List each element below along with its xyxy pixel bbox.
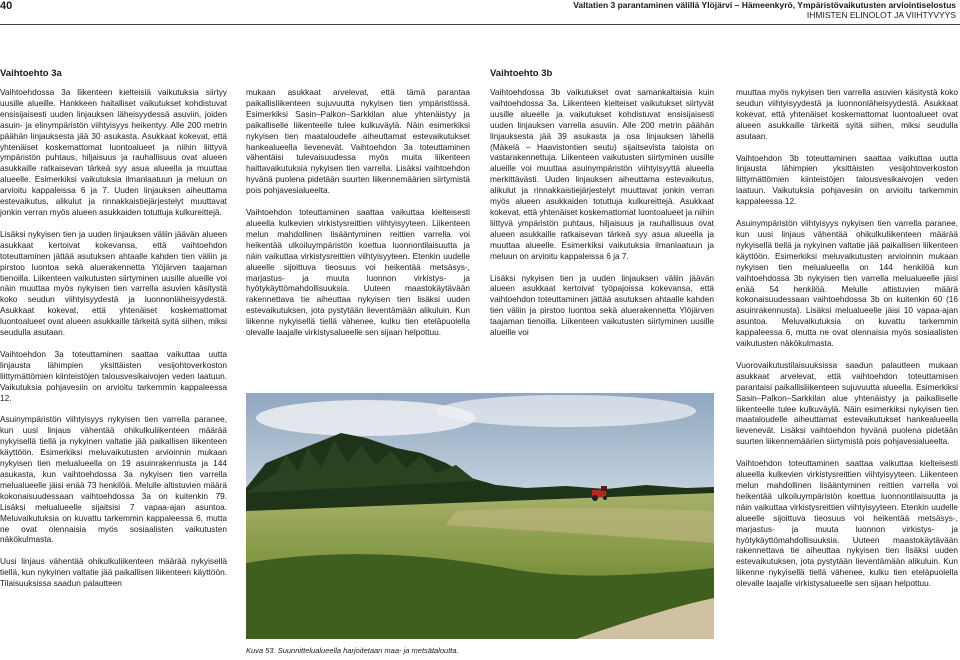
paragraph: Vaihtoehdon toteuttaminen saattaa vaikuttaa kielteisesti alueella kulkevien virkistysreittien viihtyisyyteen. Liikenteen melun mahdollinen lisääntyminen reittien varrella voi heikentää ulkoiluympäristön koettua luonnontilaisuutta ja näin vaikuttaa virkistysreittien viihtyisyyteen. Etenkin uudelle alueelle sijoittuva tieosuus voi heikentää metsäsys-, marjastus- ja muuta luonnon virkistys- ja hyötykäyttömahdollisuuksia. Uuteen maastokäytävään rakennettava tie aiheuttaa nykyisen tien lisäksi uuden estevaikutuksen, jota pystytään lieventämään alikuluin. Kun liikenne nykyisellä tiellä vähenee, kulku tien eteläpuolella olevalle laajalle virkistysalueelle sen sijaan helpottuu. xyxy=(246,207,470,338)
paragraph: Lisäksi nykyisen tien ja uuden linjauksen väliin jäävän alueen asukkaat kertoivat kokevansa, että vaihtoehdon toteuttaminen jättää asutuksen ahtaalle kahden tien väliin ja pirstoo luontoa sekä aluerakennetta Ylöjärven taajaman tienoilla. Liikenteen vaikutusten siirtyminen uusille alueille voi näin muuttaa myös nykyisen tien varrella asuvien käsitystä koko seudun viihtyisyydestä ja luonnonläheisyydestä. Asukkaat kokevat, että yhtenäiset koskemattomat luontoalueet ovat alueen asukkaille tärkeitä syitä siihen, miksi seudulla asutaan. xyxy=(0,228,227,338)
paragraph: Lisäksi nykyisen tien ja uuden linjauksen väliin jäävän alueen asukkaat kertoivat työpajoissa kokevansa, että vaihtoehdon toteuttaminen jättää asutuksen ahtaalle kahden tien väliin ja pirstoo luontoa sekä aluerakennetta Ylöjärven taajaman tienoilla. Liikenteen vaikutusten siirtyminen uusille alueille voi xyxy=(490,272,714,338)
paragraph: Asuinympäristön viihtyisyys nykyisen tien varrella paranee, kun uusi linjaus vähentää ohikulkuliikenteen määrää nykyisellä tiellä ja nykyinen valtatie jää paikallisen liikenteen käyttöön. Esimerkiksi meluvaikutusten arvioinnin mukaan nykyisen tien melualueella on 19 asuinrakennusta ja 144 asukasta, kun vaihtoehdossa 3a nykyisen tien varrella melualueelle jäisi enää 73 henkilöä. Melulle altistuvien määrä kokonaisuudessaan vaihtoehdossa 3a on kuitenkin 79. Lisäksi melualueelle sijaitsisi 7 vapaa-ajan asuntoa. Meluvaikutuksia on kuvattu tarkemmin kappaleessa 6, mutta ne ovat olennaisia myös sosiaalisten vaikutusten näkökulmasta. xyxy=(0,414,227,545)
figure-caption: Kuva 53. Suunnittelualueella harjoitetaan maa- ja metsätaloutta. xyxy=(246,646,459,655)
header-divider xyxy=(0,24,960,25)
text-column-2 xyxy=(246,87,470,349)
text-column-1 xyxy=(0,87,227,600)
text-column-4 xyxy=(736,87,958,600)
paragraph: Uusi linjaus vähentää ohikulkuliikenteen määrää nykyisellä tiellä, kun nykyinen valtatie jää paikallisen liikenteen käyttöön. Tilaisuuksissa saadun palautteen xyxy=(0,556,227,589)
header-chapter-title: IHMISTEN ELINOLOT JA VIIHTYVYYS xyxy=(806,10,956,20)
paragraph: Vaihtoehdon toteuttaminen saattaa vaikuttaa kielteisesti alueella kulkevien virkistysreittien viihtyisyyteen. Liikenteen melun mahdollinen lisääntyminen reittien varrella voi heikentää ulkoiluympäristön koettua luonnontilaisuutta ja näin vaikuttaa virkistysreittien viihtyisyyteen. Etenkin uudelle alueelle sijoittuva tieosuus voi heikentää metsäsys-, marjastus- ja muuta luonnon virkistys- ja hyötykäyttömahdollisuuksia. Uuteen maastokäytävään rakennettava tie aiheuttaa nykyisen tien lisäksi uuden estevaikutuksen, jota pystytään lieventämään alikuluin. Kun liikenne nykyisellä tiellä vähenee, kulku tien eteläpuolella olevalle laajalle virkistysalueelle sen sijaan helpottuu. xyxy=(736,458,958,589)
paragraph: mukaan asukkaat arvelevat, että tämä parantaa paikallisliikenteen sujuvuutta nykyisen tien ympäristössä. Esimerkiksi Sasin–Palkon–Sarkkilan alue yhtenäistyy ja paikalliselle liikenteelle tulee kulkuväylä. Näin esimerkiksi nykyisen tien maataloudelle aiheuttamat estevaikutukset hankealueella lievenevät. Vaihtoehdon 3a toteuttaminen vähentäisi tulevaisuudessa myös muita liikenteen haittavaikutuksia nykyisen tien varrella. Lisäksi vaihtoehdon hyvänä puolena pidetään suurten liikennemäärien siirtymistä pois pohjavesialueelta. xyxy=(246,87,470,196)
paragraph: muuttaa myös nykyisen tien varrella asuvien käsitystä koko seudun viihtyisyydestä ja luonnonläheisyydestä. Asukkaat kokevat, että yhtenäiset koskemattomat luontoalueet ovat alueen asukkaille tärkeitä syitä siihen, miksi seudulla asutaan. xyxy=(736,87,958,141)
paragraph: Vuorovaikutustilaisuuksissa saadun palautteen mukaan asukkaat arvelevat, että vaihtoehdon toteuttamisen parantaisi paikallisliikenteen sujuvuutta alueella. Esimerkiksi Sasin–Palkon–Sarkkilan alue yhtenäistyy ja paikalliselle liikenteelle tulee kulkuväylä. Näin esimerkiksi nykyisen tien maataloudelle aiheuttamat estevaikutukset hankealueella lievenevät. Lisäksi vaihtoehdon hyvänä puolena pidetään suurten liikennemäärien siirtymistä pois pohjavesialueelta. xyxy=(736,359,958,447)
section-title-3a: Vaihtoehto 3a xyxy=(0,68,62,79)
paragraph: Vaihtoehdossa 3b vaikutukset ovat samankaltaisia kuin vaihtoehdossa 3a. Liikenteen kielteiset vaikutukset siirtyvät uusille alueelle ja vaikutukset kohdistuvat ensisijaisesti uuden linjauksen varrella asuviin. Alle 200 metrin päähän linjauksesta jää 39 asukasta ja osa linjauksen lähellä (Mäkelä – Haavistontien seutu) sijaitsevista taloista on vastarakennettuja. Liikenteen vaikutusten siirtyminen uusille alueille voi muuttaa asuinympäristön viihtyisyyttä alueella merkittävästi. Uuden linjauksen aiheuttama estevaikutus, alikulut ja rinnakkaistiejärjestelyt muuttavat jonkin verran myös alueen asukkaiden totuttuja kulkureittejä. Asukkaat kokevat, että yhtenäiset koskemattomat luontoalueet ja niihin liittyvä ympäristön puhtaus, hiljaisuus ja rauhallisuus ovat alueen asukkaille ratkaisevan tärkeä syy asua alueella ja muuttaa alueelle. Esimerkiksi vaikutuksia ilmanlaatuun ja meluun on arvioitu kappaleissa 6 ja 7. xyxy=(490,87,714,261)
header-document-title: Valtatien 3 parantaminen välillä Ylöjärvi – Hämeenkyrö, Ympäristövaikutusten arviointiselostus xyxy=(573,0,956,10)
paragraph: Vaihtoehdossa 3a liikenteen kielteisiä vaikutuksia siirtyy uusille alueille. Hankkeen haitalliset vaikutukset kohdistuvat ensisijaisesti uuden linjauksen läheisyydessä asuviin, joiden asuin- ja elinympäristön viihtyisyys heikentyy. Alle 200 metrin päähän linjauksesta jää 30 asukasta. Asukkaat kokevat, että yhtenäiset koskemattomat luontoalueet ja niihin liittyvä ympäristön puhtaus, hiljaisuus ja rauhallisuus ovat alueen asukkaille ratkaisevan tärkeä syy asua alueella ja muuttaa alueelle. Esimerkiksi vaikutuksia ilmanlaatuun ja meluun on arvioitu kappaleissa 6 ja 7. Uuden linjauksen aiheuttama estevaikutus, alikulut ja rinnakkaistiejärjestelyt muuttavat jonkin verran myös alueen asukkaiden totuttuja kulkureittejä. xyxy=(0,87,227,217)
paragraph: Asuinympäristön viihtyisyys nykyisen tien varrella paranee, kun uusi linjaus vähentää ohikulkuliikenteen määrää nykyisellä tiellä ja nykyinen valtatie jää paikallisen liikenteen käyttöön. Esimerkiksi meluvaikutusten arvioinnin mukaan nykyisen tien melualueella on 144 henkilöä kun vaihtoehdossa 3b nykyisen tien varrella melualueelle jäisi enää 54 henkilöä. Melulle altistuvien määrä kokonaisuudessaan vaihtoehdossa 3b on kuitenkin 60 (16 asuinrakennusta). Lisäksi melualueelle jäisi 10 vapaa-ajan asuntoa. Meluvaikutuksia on kuvattu tarkemmin kappaleessa 6, mutta ne ovat olennaisia myös sosiaalisten vaikutusten näkökulmasta. xyxy=(736,218,958,349)
running-header xyxy=(573,0,956,20)
text-column-3 xyxy=(490,87,714,349)
paragraph: Vaihtoehdon 3b toteuttaminen saattaa vaikuttaa uutta linjausta lähimpien yksittäisten vesijohtoverkoston liittymättömien kiinteistöjen talousvesikaivojen veden laatuun. Vaikutuksia pohjavesiin on arvioitu tarkemmin kappaleessa 12. xyxy=(736,152,958,207)
paragraph: Vaihtoehdon 3a toteuttaminen saattaa vaikuttaa uutta linjausta lähimpien yksittäisten vesijohtoverkoston liittymättömien kiinteistöjen talousvesikaivojen veden laatuun. Vaikutuksia pohjavesiin on arvioitu tarkemmin kappaleessa 12. xyxy=(0,348,227,403)
page-number: 40 xyxy=(0,0,13,12)
section-title-3b: Vaihtoehto 3b xyxy=(490,68,553,79)
landscape-photo xyxy=(246,393,714,639)
